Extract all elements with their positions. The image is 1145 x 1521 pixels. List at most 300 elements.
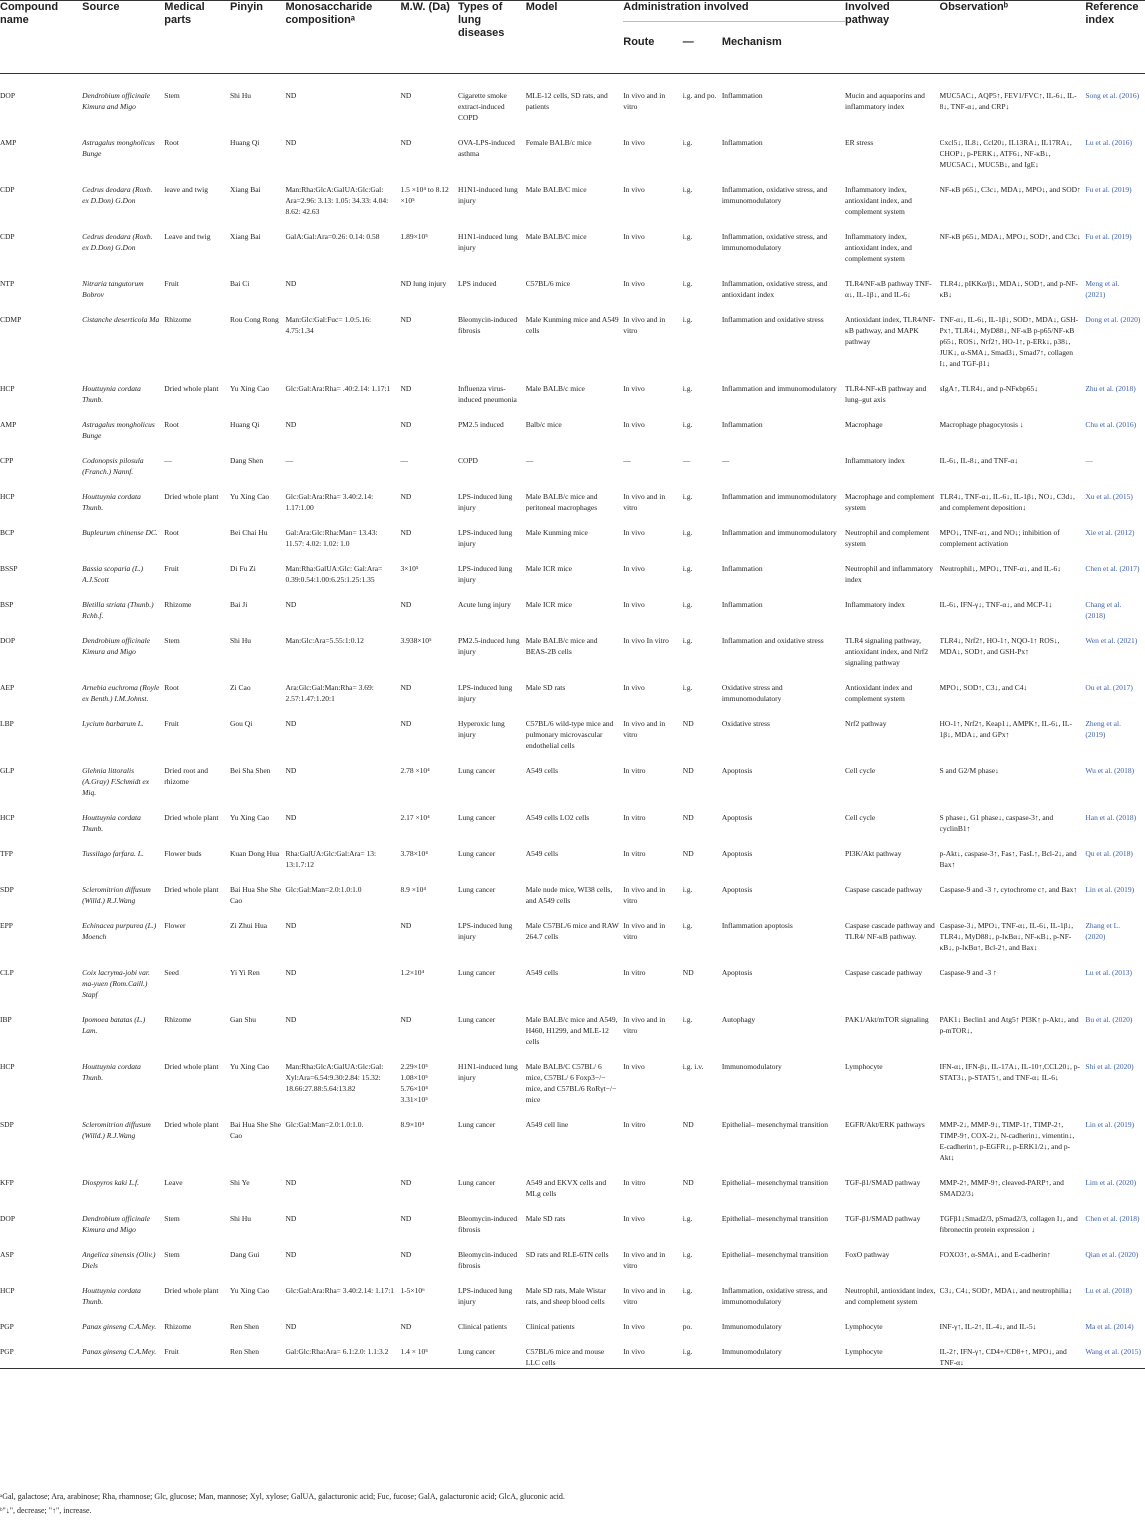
pathway-cell: TGF-β1/SMAD pathway [845, 1178, 921, 1187]
reference-cell[interactable]: Bu et al. (2020) [1085, 1015, 1133, 1024]
header-pathway: Involved pathway [845, 1, 890, 26]
pathway-cell: Nrf2 pathway [845, 719, 887, 728]
header-pinyin: Pinyin [230, 1, 264, 13]
pinyin-cell: Yu Xing Cao [230, 1286, 270, 1295]
mono-cell: ND [285, 813, 297, 822]
route-cell: In vivo [623, 600, 645, 609]
model-cell: Male BALB/C mice [525, 232, 587, 241]
route-cell: In vivo In vitro [623, 636, 669, 645]
observation-cell: MMP-2↑, MMP-9↑, cleaved-PARP↑, and SMAD2/3↓ [939, 1178, 1064, 1198]
pinyin-cell: Gan Shu [230, 1015, 257, 1024]
model-cell: A549 cells LO2 cells [525, 813, 590, 822]
reference-cell[interactable]: Lin et al. (2019) [1085, 885, 1135, 894]
observation-cell: INF-γ↑, IL-2↑, IL-4↓, and IL-5↓ [939, 1322, 1037, 1331]
model-cell: Male SD rats [525, 683, 566, 692]
source-cell: Dendrobium officinale Kimura and Migo [82, 91, 150, 111]
mechanism-cell: Inflammation, oxidative stress, and antioxidant index [721, 279, 828, 299]
route-cell: In vivo [623, 683, 645, 692]
model-cell: Male C57BL/6 mice and RAW 264.7 cells [525, 921, 619, 941]
mw-cell: ND [400, 600, 412, 609]
reference-cell[interactable]: Shi et al. (2020) [1085, 1062, 1134, 1071]
disease-cell: Cigarette smoke extract-induced COPD [457, 91, 507, 122]
observation-cell: TLR4↓, pIKKα/β↓, MDA↓, SOD↑, and p-NF-κB↓ [939, 279, 1078, 299]
compound-cell: DOP [0, 636, 16, 645]
route-cell: In vivo [623, 420, 645, 429]
route-cell: In vivo and in vitro [623, 91, 666, 111]
header-mechanism: Mechanism [721, 36, 782, 48]
observation-cell: IFN-α↓, IFN-β↓, IL-17A↓, IL-10↑,CCL20↓, p-STAT3↓, p-STAT5↑, and TNF-α↓ IL-6↓ [939, 1062, 1080, 1082]
route-cell: In vivo [623, 279, 645, 288]
dose-cell: i.g. [682, 1015, 693, 1024]
reference-cell[interactable]: Lu et al. (2013) [1085, 968, 1132, 977]
source-cell: Tussilago farfara. L. [82, 849, 144, 858]
reference-cell[interactable]: Xie et al. (2012) [1085, 528, 1135, 537]
disease-cell: Lung cancer [457, 1120, 496, 1129]
table-row [0, 621, 1145, 668]
parts-cell: leave and twig [164, 185, 209, 194]
pathway-cell: PI3K/Akt pathway [845, 849, 902, 858]
model-cell: MLE-12 cells, SD rats, and patients [525, 91, 608, 111]
mono-cell: Man:Rha:GalUA:Glc: Gal:Ara= 0.39:0.54:1.00:6.25:1.25:1.35 [285, 564, 383, 584]
source-cell: Glehnia littoralis (A.Gray) F.Schmidt ex Miq. [82, 766, 150, 797]
reference-cell[interactable]: Fu et al. (2019) [1085, 232, 1132, 241]
route-cell: In vitro [623, 813, 646, 822]
mw-cell: ND [400, 384, 412, 393]
disease-cell: Acute lung injury [457, 600, 511, 609]
parts-cell: Stem [164, 91, 180, 100]
header-parts: Medical parts [164, 1, 205, 26]
pathway-cell: ER stress [845, 138, 874, 147]
mechanism-cell: Apoptosis [721, 885, 753, 894]
pathway-cell: Inflammatory index [845, 600, 905, 609]
parts-cell: Stem [164, 1250, 180, 1259]
mechanism-cell: Immunomodulatory [721, 1347, 782, 1356]
pathway-cell: Caspase cascade pathway [845, 968, 923, 977]
dose-cell: i.g. [682, 138, 693, 147]
mechanism-cell: Epithelial– mesenchymal transition [721, 1178, 829, 1187]
mw-cell: ND [400, 1322, 412, 1331]
parts-cell: — [164, 456, 172, 465]
observation-cell: IL-2↑, IFN-γ↑, CD4+/CD8+↑, MPO↓, and TNF-α↓ [939, 1347, 1067, 1367]
model-cell: A549 cell line [525, 1120, 569, 1129]
model-cell: Male BALB/C C57BL/ 6 mice, C57BL/ 6 Foxp3−/− mice, and C57BL/6 RoRγt−/− mice [525, 1062, 617, 1104]
footnotes [0, 1490, 1145, 1518]
dose-cell: i.g. and po. [682, 91, 717, 100]
compound-cell: EPP [0, 921, 13, 930]
pinyin-cell: Yu Xing Cao [230, 492, 270, 501]
source-cell: Bletilla striata (Thunb.) Rchb.f. [82, 600, 154, 620]
disease-cell: Bleomycin-induced fibrosis [457, 315, 518, 335]
model-cell: C57BL/6 wild-type mice and pulmonary microvascular endothelial cells [525, 719, 614, 750]
dose-cell: i.g. [682, 564, 693, 573]
pinyin-cell: Bai Ci [230, 279, 250, 288]
route-cell: In vivo [623, 528, 645, 537]
reference-cell[interactable]: Song et al. (2016) [1085, 91, 1140, 100]
table-row [0, 300, 1145, 369]
header-source: Source [82, 1, 120, 13]
observation-cell: MUC5AC↓, AQP5↑, FEV1/FVC↑, IL-6↓, IL-8↓, TNF-α↓, and CRP↓ [939, 91, 1077, 111]
mw-cell: ND [400, 492, 412, 501]
pinyin-cell: Di Fu Zi [230, 564, 256, 573]
table-row [0, 1332, 1145, 1369]
dose-cell: i.g. [682, 384, 693, 393]
pinyin-cell: Ren Shen [230, 1347, 259, 1356]
mono-cell: ND [285, 1178, 297, 1187]
parts-cell: Dried whole plant [164, 492, 219, 501]
dose-cell: i.g. [682, 185, 693, 194]
compound-cell: AEP [0, 683, 15, 692]
parts-cell: Rhizome [164, 600, 192, 609]
compound-cell: KFP [0, 1178, 14, 1187]
reference-cell[interactable]: Lu et al. (2016) [1085, 138, 1132, 147]
parts-cell: Dried whole plant [164, 384, 219, 393]
compound-cell: DOP [0, 1214, 16, 1223]
dose-cell: ND [682, 813, 694, 822]
reference-cell[interactable]: Lu et al. (2018) [1085, 1286, 1132, 1295]
reference-cell[interactable]: Zhang et L. (2020) [1085, 921, 1121, 941]
parts-cell: Fruit [164, 564, 179, 573]
route-cell: In vivo and in vitro [623, 1015, 666, 1035]
observation-cell: IL-6↓, IFN-γ↓, TNF-α↓, and MCP-1↓ [939, 600, 1053, 609]
disease-cell: COPD [457, 456, 478, 465]
dose-cell: ND [682, 1120, 694, 1129]
route-cell: In vivo and in vitro [623, 1250, 666, 1270]
parts-cell: Dried whole plant [164, 1286, 219, 1295]
disease-cell: Lung cancer [457, 1347, 496, 1356]
compound-cell: DOP [0, 91, 16, 100]
reference-cell[interactable]: Ma et al. (2014) [1085, 1322, 1134, 1331]
pathway-cell: Inflammatory index [845, 456, 905, 465]
disease-cell: PM2.5 induced [457, 420, 504, 429]
model-cell: Male Kunming mice [525, 528, 588, 537]
mw-cell: ND [400, 921, 412, 930]
route-cell: In vitro [623, 1178, 646, 1187]
observation-cell: S phase↓, G1 phase↓, caspase-3↑, and cyclinB1↑ [939, 813, 1054, 833]
mono-cell: Man:Rha:GlcA:GalUA:Glc:Gal: Xyl:Ara=6.54:9.30:2.84: 15.32: 18.66:27.88:5.64:13.82 [285, 1062, 384, 1093]
observation-cell: IL-6↓, IL-8↓, and TNF-α↓ [939, 456, 1019, 465]
reference-cell[interactable]: Wu et al. (2018) [1085, 766, 1135, 775]
table-row [0, 477, 1145, 513]
dose-cell: i.g. [682, 885, 693, 894]
mechanism-cell: Inflammation and oxidative stress [721, 315, 824, 324]
dose-cell: i.g. [682, 492, 693, 501]
model-cell: Male ICR mice [525, 600, 572, 609]
compound-cell: CDMP [0, 315, 22, 324]
source-cell: Scleromitrion diffusum (Willd.) R.J.Wang [82, 885, 151, 905]
pathway-cell: Antioxidant index, TLR4/NF-κB pathway, and MAPK pathway [845, 315, 936, 346]
table-row [0, 369, 1145, 405]
table-row [0, 1163, 1145, 1199]
pathway-cell: TLR4-NF-κB pathway and lung–gut axis [845, 384, 927, 404]
reference-cell[interactable]: Chang et al. (2018) [1085, 600, 1122, 620]
parts-cell: Seed [164, 968, 179, 977]
mono-cell: Rha:GalUA:Glc:Gal:Ara= 13: 13:1.7:12 [285, 849, 377, 869]
compound-cell: HCP [0, 384, 15, 393]
source-cell: Cistanche deserticola Ma [82, 315, 160, 324]
disease-cell: H1N1-induced lung injury [457, 185, 518, 205]
source-cell: Houttuynia cordata Thunb. [82, 492, 141, 512]
reference-cell[interactable]: Ou et al. (2017) [1085, 683, 1133, 692]
table-row [0, 1105, 1145, 1163]
reference-cell[interactable]: Zhu et al. (2018) [1085, 384, 1136, 393]
parts-cell: Root [164, 528, 179, 537]
footnote-b: ᵇ"↓", decrease; "↑", increase. [0, 1506, 92, 1515]
pathway-cell: Antioxidant index and complement system [845, 683, 913, 703]
compound-cell: CLP [0, 968, 14, 977]
pinyin-cell: Rou Cong Rong [230, 315, 279, 324]
source-cell: Codonopsis pilosula (Franch.) Nannf. [82, 456, 144, 476]
dose-cell: ND [682, 968, 694, 977]
reference-cell[interactable]: Qu et al. (2018) [1085, 849, 1133, 858]
table-row [0, 1047, 1145, 1105]
model-cell: A549 cells [525, 968, 558, 977]
observation-cell: MPO↓, SOD↑, C3↓, and C4↓ [939, 683, 1028, 692]
source-cell: Houttuynia cordata Thunb. [82, 1062, 141, 1082]
mono-cell: Man:Glc:Gal:Fuc= 1.0:5.16: 4.75:1.34 [285, 315, 372, 335]
table-row [0, 74, 1145, 124]
source-cell: Cedrus deodara (Roxb. ex D.Don) G.Don [82, 232, 153, 252]
reference-cell[interactable]: — [1085, 456, 1093, 465]
pinyin-cell: Gou Qi [230, 719, 253, 728]
pathway-cell: Caspase cascade pathway and TLR4/ NF-κB pathway. [845, 921, 935, 941]
model-cell: — [525, 456, 534, 465]
parts-cell: Dried whole plant [164, 1062, 219, 1071]
reference-cell[interactable]: Meng et al. (2021) [1085, 279, 1120, 299]
source-cell: Astragalus mongholicus Bunge [82, 138, 155, 158]
route-cell: In vitro [623, 968, 646, 977]
parts-cell: Dried whole plant [164, 885, 219, 894]
mono-cell: Gal:Glc:Rha:Ara= 6.1:2.0: 1.1:3.2 [285, 1347, 389, 1356]
dose-cell: i.g. [682, 1347, 693, 1356]
mono-cell: ND [285, 600, 297, 609]
route-cell: In vivo and in vitro [623, 921, 666, 941]
observation-cell: C3↓, C4↓, SOD↑, MDA↓, and neutrophilia↓ [939, 1286, 1073, 1295]
compound-cell: NTP [0, 279, 15, 288]
pathway-cell: Neutrophil and complement system [845, 528, 930, 548]
mechanism-cell: Apoptosis [721, 849, 753, 858]
model-cell: A549 cells [525, 849, 558, 858]
pathway-cell: TLR4 signaling pathway, antioxidant index, and Nrf2 signaling pathway [845, 636, 928, 667]
route-cell: In vivo [623, 1214, 645, 1223]
reference-cell[interactable]: Lin et al. (2019) [1085, 1120, 1135, 1129]
route-cell: In vitro [623, 766, 646, 775]
mono-cell: ND [285, 1214, 297, 1223]
route-cell: In vivo [623, 1062, 645, 1071]
pathway-cell: Caspase cascade pathway [845, 885, 923, 894]
compound-cell: HCP [0, 1286, 15, 1295]
table-body [0, 74, 1145, 1369]
disease-cell: Bleomycin-induced fibrosis [457, 1214, 518, 1234]
observation-cell: p-Akt↓, caspase-3↑, Fas↑, FasL↑, Bcl-2↓, and Bax↑ [939, 849, 1077, 869]
mono-cell: ND [285, 420, 297, 429]
model-cell: A549 and EKVX cells and MLg cells [525, 1178, 607, 1198]
pathway-cell: TGF-β1/SMAD pathway [845, 1214, 921, 1223]
route-cell: In vivo [623, 232, 645, 241]
mechanism-cell: Inflammation and immunomodulatory [721, 492, 837, 501]
source-cell: Diospyros kaki L.f. [82, 1178, 139, 1187]
reference-cell[interactable]: Han et al. (2018) [1085, 813, 1137, 822]
compound-cell: HCP [0, 1062, 15, 1071]
reference-cell[interactable]: Qian et al. (2020) [1085, 1250, 1139, 1259]
mono-cell: ND [285, 1015, 297, 1024]
route-cell: In vivo and in vitro [623, 1286, 666, 1306]
table-row [0, 668, 1145, 704]
disease-cell: LPS-induced lung injury [457, 528, 513, 548]
pinyin-cell: Kuan Dong Hua [230, 849, 280, 858]
compound-cell: PGP [0, 1347, 14, 1356]
observation-cell: Macrophage phagocytosis ↓ [939, 420, 1024, 429]
pinyin-cell: Ren Shen [230, 1322, 259, 1331]
compound-cell: GLP [0, 766, 15, 775]
reference-cell[interactable]: Chu et al. (2016) [1085, 420, 1137, 429]
reference-cell[interactable]: Chen et al. (2018) [1085, 1214, 1140, 1223]
compound-cell: AMP [0, 138, 17, 147]
source-cell: Cedrus deodara (Roxb. ex D.Don) G.Don [82, 185, 153, 205]
mono-cell: Glc:Gal:Ara:Rha= 3.40:2.14: 1.17:1 [285, 1286, 395, 1295]
mechanism-cell: Inflammation [721, 138, 763, 147]
mw-cell: ND [400, 719, 412, 728]
mono-cell: Gal:Ara:Glc:Rha:Man= 13.43: 11.57: 4.02: 1.02: 1.0 [285, 528, 378, 548]
pathway-cell: Lymphocyte [845, 1347, 883, 1356]
model-cell: Clinical patients [525, 1322, 575, 1331]
table-row [0, 751, 1145, 798]
mw-cell: ND [400, 315, 412, 324]
mono-cell: GalA:Gal:Ara=0.26: 0.14: 0.58 [285, 232, 380, 241]
footnote-a: ᵃGal, galactose; Ara, arabinose; Rha, rhamnose; Glc, glucose; Man, mannose; Xyl, xylose; GalUA, galacturonic acid; Fuc, fucose; GalA, galacturonic acid; GlcA, gluconic acid. [0, 1492, 565, 1501]
reference-cell[interactable]: Zheng et al. (2019) [1085, 719, 1121, 739]
model-cell: Male Kunming mice and A549 cells [525, 315, 619, 335]
parts-cell: Root [164, 683, 179, 692]
parts-cell: Dried root and rhizome [164, 766, 209, 786]
table-row [0, 906, 1145, 953]
parts-cell: Fruit [164, 279, 179, 288]
model-cell: Balb/c mice [525, 420, 562, 429]
disease-cell: Lung cancer [457, 766, 496, 775]
header-dash: — [682, 36, 694, 48]
source-cell: Scleromitrion diffusum (Willd.) R.J.Wang [82, 1120, 151, 1140]
dose-cell: i.g. [682, 1286, 693, 1295]
pinyin-cell: Dang Shen [230, 456, 264, 465]
compound-cell: CDP [0, 232, 15, 241]
mechanism-cell: Inflammation [721, 91, 763, 100]
pathway-cell: Inflammatory index, antioxidant index, and complement system [845, 185, 912, 216]
parts-cell: Rhizome [164, 1322, 192, 1331]
mono-cell: Ara:Glc:Gal:Man:Rha= 3.69: 2.57:1.47:1.20:1 [285, 683, 374, 703]
parts-cell: Flower buds [164, 849, 202, 858]
model-cell: Male nude mice, WI38 cells, and A549 cells [525, 885, 613, 905]
disease-cell: Bleomycin-induced fibrosis [457, 1250, 518, 1270]
mw-cell: ND [400, 683, 412, 692]
source-cell: Lycium barbarum L. [82, 719, 144, 728]
model-cell: Male BALB/c mice and peritoneal macrophages [525, 492, 598, 512]
pinyin-cell: Huang Qi [230, 138, 260, 147]
header-mono: Monosaccharide compositionᵃ [285, 1, 373, 26]
mechanism-cell: Oxidative stress and immunomodulatory [721, 683, 783, 703]
model-cell: A549 cells [525, 766, 558, 775]
parts-cell: Fruit [164, 1347, 179, 1356]
table-row [0, 441, 1145, 477]
reference-cell[interactable]: Wang et al. (2015) [1085, 1347, 1141, 1356]
pinyin-cell: Dang Gui [230, 1250, 260, 1259]
mechanism-cell: Immunomodulatory [721, 1062, 782, 1071]
disease-cell: LPS-induced lung injury [457, 921, 513, 941]
mechanism-cell: Inflammation and immunomodulatory [721, 384, 837, 393]
compound-cell: PGP [0, 1322, 14, 1331]
parts-cell: Fruit [164, 719, 179, 728]
mw-cell: — [400, 456, 408, 465]
model-cell: Male BALB/c mice [525, 384, 585, 393]
header-admin: Administration involved [623, 1, 845, 22]
pathway-cell: Lymphocyte [845, 1322, 883, 1331]
reference-cell[interactable]: Chen et al. (2017) [1085, 564, 1140, 573]
pinyin-cell: Shi Hu [230, 91, 252, 100]
mono-cell: Man:Glc:Ara=5.55:1:0.12 [285, 636, 364, 645]
reference-cell[interactable]: Lim et al. (2020) [1085, 1178, 1137, 1187]
mw-cell: ND [400, 1178, 412, 1187]
route-cell: In vivo [623, 185, 645, 194]
mono-cell: ND [285, 138, 297, 147]
reference-cell[interactable]: Wen et al. (2021) [1085, 636, 1138, 645]
compound-cell: LBP [0, 719, 14, 728]
dose-cell: ND [682, 766, 694, 775]
mw-cell: 1.2×10⁴ [400, 968, 425, 977]
parts-cell: Rhizome [164, 315, 192, 324]
mechanism-cell: Inflammation [721, 600, 763, 609]
observation-cell: Caspase-9 and -3 ↑ [939, 968, 997, 977]
dose-cell: i.g. [682, 232, 693, 241]
model-cell: Female BALB/c mice [525, 138, 592, 147]
mw-cell: 2.29×10⁵ 1.08×10⁵ 5.76×10⁴ 3.31×10⁵ [400, 1062, 428, 1104]
reference-cell[interactable]: Xu et al. (2015) [1085, 492, 1133, 501]
route-cell: In vitro [623, 849, 646, 858]
disease-cell: Lung cancer [457, 1015, 496, 1024]
table-row [0, 1235, 1145, 1271]
compound-cell: CPP [0, 456, 14, 465]
mechanism-cell: Autophagy [721, 1015, 756, 1024]
pathway-cell: Lymphocyte [845, 1062, 883, 1071]
reference-cell[interactable]: Fu et al. (2019) [1085, 185, 1132, 194]
observation-cell: NF-κB p65↓, C3c↓, MDA↓, MPO↓, and SOD↑ [939, 185, 1081, 194]
table-row [0, 549, 1145, 585]
model-cell: C57BL/6 mice and mouse LLC cells [525, 1347, 605, 1367]
table-row [0, 953, 1145, 1000]
disease-cell: PM2.5-induced lung injury [457, 636, 520, 656]
disease-cell: H1N1-induced lung injury [457, 232, 518, 252]
observation-cell: Cxcl5↓, IL8↓, Ccl20↓, IL13RA↓, IL17RA↓, CHOP↓, p-PERK↓, ATF6↓, NF-κB↓, MUC5AC↓, MUC5B↓, and IgE↓ [939, 138, 1072, 169]
source-cell: Nitraria tangutorum Bobrov [82, 279, 144, 299]
pinyin-cell: Zi Cao [230, 683, 251, 692]
table-row [0, 1307, 1145, 1332]
mw-cell: 2.17 ×10⁴ [400, 813, 430, 822]
mw-cell: 3.938×10⁵ [400, 636, 432, 645]
mechanism-cell: — [721, 456, 730, 465]
table-row [0, 1271, 1145, 1307]
observation-cell: S and G2/M phase↓ [939, 766, 999, 775]
source-cell: Bupleurum chinense DC. [82, 528, 158, 537]
compound-cell: ASP [0, 1250, 14, 1259]
mw-cell: 1.89×10⁵ [400, 232, 428, 241]
mw-cell: ND [400, 420, 412, 429]
route-cell: In vivo and in vitro [623, 315, 666, 335]
compound-cell: CDP [0, 185, 15, 194]
source-cell: Astragalus mongholicus Bunge [82, 420, 155, 440]
mw-cell: 8.9 ×10⁴ [400, 885, 427, 894]
table-row [0, 405, 1145, 441]
route-cell: In vivo and in vitro [623, 492, 666, 512]
disease-cell: H1N1-induced lung injury [457, 1062, 518, 1082]
reference-cell[interactable]: Dong et al. (2020) [1085, 315, 1141, 324]
table-row [0, 798, 1145, 834]
